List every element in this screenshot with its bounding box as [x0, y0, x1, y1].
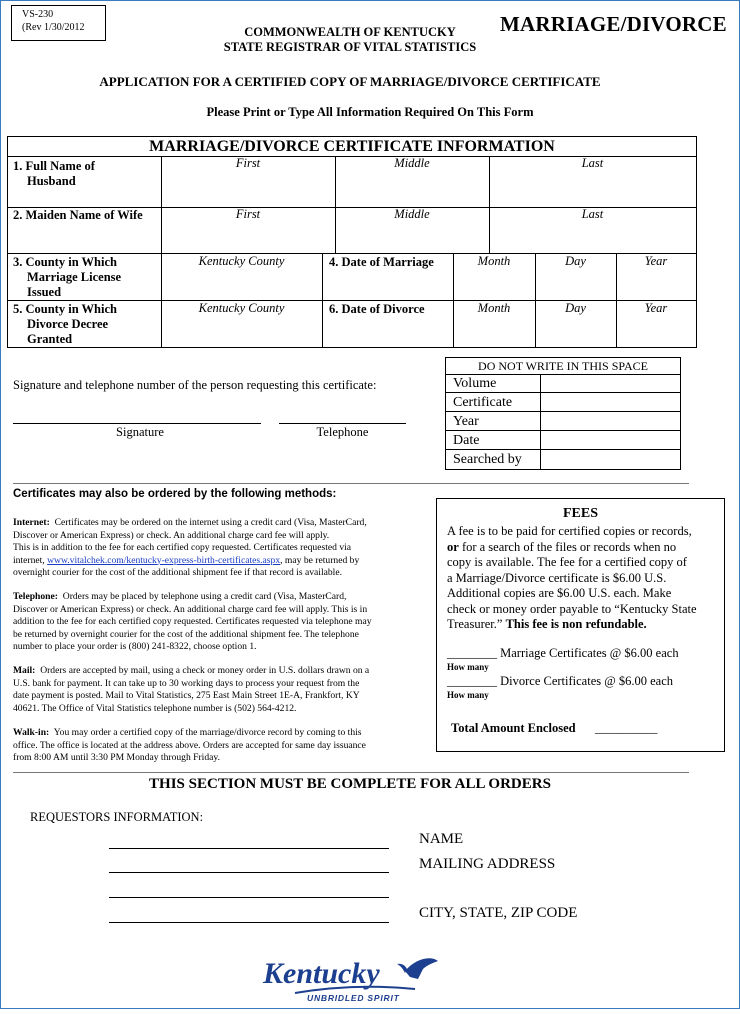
col-divider — [322, 253, 323, 348]
section-divider — [13, 483, 689, 484]
document-title: MARRIAGE/DIVORCE — [500, 12, 727, 36]
divorce-date-label: 6. Date of Divorce — [329, 302, 425, 316]
marriage-copies-field[interactable]: ________ Marriage Certificates @ $6.00 each — [447, 646, 679, 660]
fees-title: FEES — [562, 506, 598, 521]
office-use-row: Searched by — [453, 452, 522, 467]
signature-prompt: Signature and telephone number of the person requesting this certificate: — [13, 378, 377, 392]
kentucky-logo-graphic — [255, 953, 455, 1009]
name-label: NAME — [419, 831, 464, 847]
divorce-day-field[interactable]: Day — [565, 301, 586, 315]
city-state-zip-line[interactable] — [109, 922, 389, 923]
office-use-box — [445, 357, 681, 470]
husband-last-field[interactable]: Last — [581, 156, 604, 170]
telephone-label: Telephone — [316, 425, 369, 439]
logo-brand-text: Kentucky — [263, 957, 380, 990]
telephone-line[interactable] — [279, 423, 406, 424]
methods-heading: Certificates may also be ordered by the following methods: — [13, 488, 337, 500]
office-use-row: Date — [446, 431, 680, 450]
divorce-county-field[interactable]: Kentucky County — [198, 301, 285, 315]
divorce-year-field[interactable]: Year — [644, 301, 668, 315]
total-amount-label: Total Amount Enclosed — [451, 721, 576, 735]
horse-mane-icon — [397, 964, 407, 973]
marriage-year-field[interactable]: Year — [644, 254, 668, 268]
husband-name-label: 1. Full Name of Husband — [13, 159, 95, 188]
table-title: MARRIAGE/DIVORCE CERTIFICATE INFORMATION — [8, 137, 696, 157]
state-name: COMMONWEALTH OF KENTUCKY — [244, 25, 456, 39]
marriage-month-field[interactable]: Month — [477, 254, 511, 268]
total-amount-field[interactable]: __________ — [595, 721, 658, 735]
registrar-name: STATE REGISTRAR OF VITAL STATISTICS — [223, 40, 477, 54]
office-use-row: Volume — [446, 374, 680, 393]
how-many-label: How many — [447, 662, 489, 672]
walkin-method: Walk-in: You may order a certified copy of the marriage/divorce record by coming to this office. The office is located at the address above. Orders are accepted for same day issuance from 8:00 AM until 3:30 PM Monday through Friday. — [13, 727, 366, 763]
kentucky-logo — [255, 953, 455, 1009]
office-use-row: Certificate — [446, 393, 680, 412]
instruction-text: Please Print or Type All Information Required On This Form — [206, 105, 534, 119]
husband-first-field[interactable]: First — [235, 156, 261, 170]
husband-middle-field[interactable]: Middle — [394, 156, 430, 170]
fees-description: A fee is to be paid for certified copies or records, or for a search of the files or records when no copy is available. The fee for a certified copy of a Marriage/Divorce certificate is $6.00 U.S. Additional copies are $6.00 U.S. each. Make check or money order payable to “Kentucky State Treasurer.” This fee is non refundable. — [447, 524, 697, 631]
wife-last-field[interactable]: Last — [581, 207, 604, 221]
address-line-2[interactable] — [109, 897, 389, 898]
mailing-address-label: MAILING ADDRESS — [419, 856, 556, 872]
marriage-date-label: 4. Date of Marriage — [329, 255, 434, 269]
signature-line[interactable] — [13, 423, 261, 424]
mail-method: Mail: Orders are accepted by mail, using a check or money order in U.S. dollars drawn on a U.S. bank for payment. It can take up to 30 working days to process your request from the date payment is posted. Mail to Vital Statistics, 275 East Main Street 1E-A, Frankfort, KY 40621. The Office of Vital Statistics telephone number is (502) 564-4212. — [13, 665, 370, 714]
marriage-county-field[interactable]: Kentucky County — [198, 254, 285, 268]
address-line[interactable] — [109, 872, 389, 873]
city-state-zip-label: CITY, STATE, ZIP CODE — [419, 905, 578, 921]
form-id: VS-230 — [22, 9, 54, 20]
requestor-section-title: THIS SECTION MUST BE COMPLETE FOR ALL ORDERS — [149, 776, 551, 792]
section-divider — [13, 772, 689, 773]
signature-label: Signature — [116, 425, 164, 439]
form-revision: (Rev 1/30/2012 — [22, 22, 85, 33]
office-use-title: DO NOT WRITE IN THIS SPACE — [446, 358, 680, 375]
wife-name-label: 2. Maiden Name of Wife — [13, 208, 143, 222]
vitalchek-link[interactable]: www.vitalchek.com/kentucky-express-birth-certificates.aspx — [47, 554, 281, 566]
certificate-info-table — [7, 136, 697, 348]
wife-first-field[interactable]: First — [235, 207, 261, 221]
divorce-county-label: 5. County in Which Divorce Decree Granted — [13, 302, 117, 346]
name-line[interactable] — [109, 848, 389, 849]
marriage-day-field[interactable]: Day — [565, 254, 586, 268]
wife-middle-field[interactable]: Middle — [394, 207, 430, 221]
application-title: APPLICATION FOR A CERTIFIED COPY OF MARRIAGE/DIVORCE CERTIFICATE — [99, 74, 601, 89]
form-id-box — [11, 5, 106, 41]
office-use-row: Year — [446, 412, 680, 431]
divorce-copies-field[interactable]: ________ Divorce Certificates @ $6.00 each — [447, 674, 674, 688]
how-many-label: How many — [447, 690, 489, 700]
internet-method: Internet: Certificates may be ordered on the internet using a credit card (Visa, MasterCard, Discover or American Express) or check. An additional charge card fee will apply. This is in addition to the fee for each certified copy requested. Certificates requested via internet, www.vitalchek.com/kentucky-express-birth-certificates.aspx, may be returned by overnight courier for the cost of the additional shipment fee if that record is available. — [13, 517, 367, 578]
agency-heading — [200, 25, 500, 55]
requestor-info-label: REQUESTORS INFORMATION: — [30, 810, 204, 824]
col-divider — [161, 156, 162, 348]
horse-head-icon — [405, 958, 438, 979]
logo-tagline: UNBRIDLED SPIRIT — [307, 993, 400, 1003]
marriage-county-label: 3. County in Which Marriage License Issued — [13, 255, 122, 299]
telephone-method: Telephone: Orders may be placed by telephone using a credit card (Visa, MasterCard, Discover or American Express) or check. An additional charge card fee will apply. This is in addition to the fee for each certified copy requested. Certificates requested via telephone may be returned by overnight courier for the cost of the additional shipment fee. The telephone number to place your order is (800) 241-8322, choose option 1. — [13, 591, 372, 652]
fees-box — [436, 498, 725, 752]
divorce-month-field[interactable]: Month — [477, 301, 511, 315]
